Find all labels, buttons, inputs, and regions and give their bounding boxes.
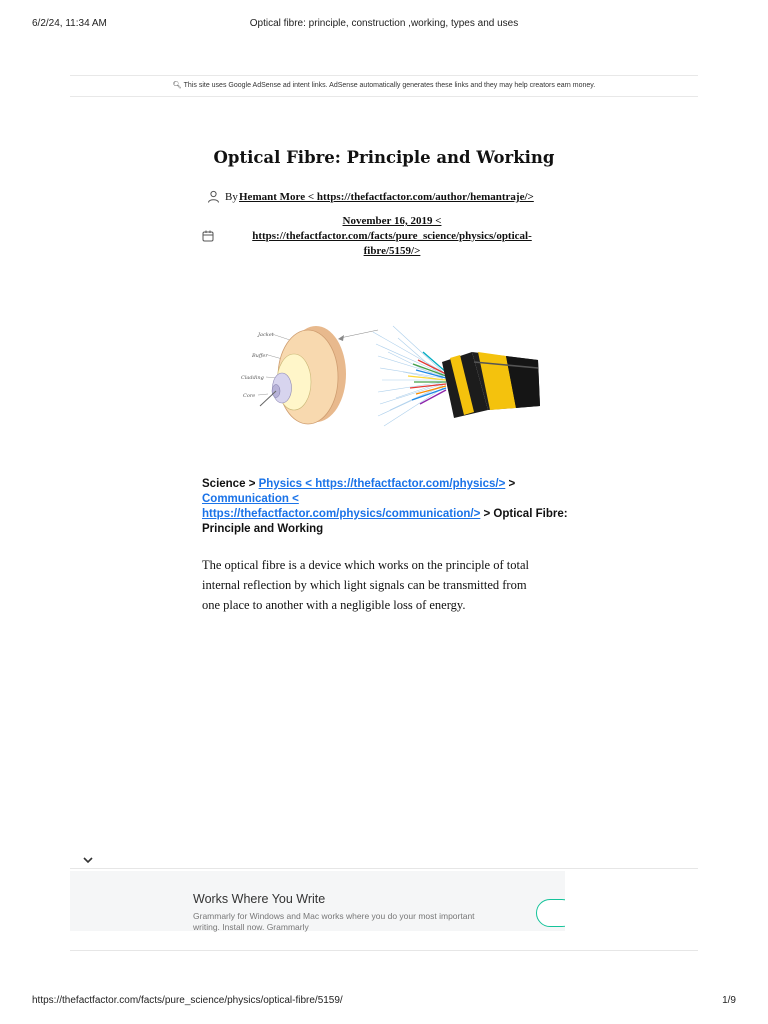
breadcrumb-current: Optical Fibre: bbox=[493, 508, 568, 520]
ad-divider bbox=[70, 950, 698, 951]
breadcrumb-current-continued: Principle and Working bbox=[202, 523, 324, 535]
breadcrumb-row-4 bbox=[202, 522, 582, 537]
ad-text-line: writing. Install now. Grammarly bbox=[193, 921, 309, 932]
ad-notice-text: This site uses Google AdSense ad intent links. AdSense automatically generates these links and they may help creators earn money. bbox=[183, 82, 596, 89]
calendar-icon bbox=[202, 230, 214, 242]
print-footer bbox=[0, 995, 768, 1009]
fibre-bundle bbox=[373, 326, 540, 426]
article-title: Optical Fibre: Principle and Working bbox=[213, 148, 555, 167]
ad-description bbox=[193, 911, 475, 932]
ad-title[interactable]: Works Where You Write bbox=[193, 892, 326, 906]
article-paragraph bbox=[202, 555, 562, 615]
author-link[interactable]: Hemant More < https://thefactfactor.com/author/hemantraje/> bbox=[239, 191, 534, 203]
page-number: 1/9 bbox=[722, 995, 736, 1006]
byline-prefix: By bbox=[225, 191, 238, 203]
search-icon: 🔍︎ bbox=[172, 82, 182, 89]
label-cladding: Cladding bbox=[241, 375, 264, 381]
date-line-2: https://thefactfactor.com/facts/pure_science/physics/optical- bbox=[252, 230, 532, 242]
paragraph-line: one place to another with a negligible loss of energy. bbox=[202, 598, 466, 612]
date-link[interactable] bbox=[232, 214, 552, 259]
breadcrumb-physics-link[interactable]: Physics < https://thefactfactor.com/physics/> bbox=[258, 478, 506, 490]
date-line-1: November 16, 2019 < bbox=[342, 215, 442, 227]
breadcrumb-communication-url[interactable]: https://thefactfactor.com/physics/communication/> bbox=[202, 508, 481, 520]
ad-text-line: Grammarly for Windows and Mac works where you do your most important bbox=[193, 911, 475, 921]
ad-divider bbox=[70, 868, 698, 869]
ad-notice-bar bbox=[70, 75, 698, 97]
label-buffer: Buffer bbox=[252, 353, 268, 359]
breadcrumb-separator: > bbox=[508, 478, 516, 490]
breadcrumb-row-1 bbox=[202, 477, 582, 492]
print-url: https://thefactfactor.com/facts/pure_science/physics/optical-fibre/5159/ bbox=[32, 995, 343, 1006]
chevron-down-icon[interactable] bbox=[82, 855, 94, 865]
breadcrumb-separator: > bbox=[483, 508, 491, 520]
breadcrumb-separator: > bbox=[248, 478, 256, 490]
label-jacket: Jacket bbox=[258, 332, 274, 338]
breadcrumb-science: Science bbox=[202, 478, 246, 490]
optical-fibre-image bbox=[238, 322, 543, 434]
print-timestamp: 6/2/24, 11:34 AM bbox=[32, 18, 107, 29]
paragraph-line: The optical fibre is a device which works on the principle of total bbox=[202, 558, 529, 572]
breadcrumb-row-3 bbox=[202, 507, 582, 522]
byline bbox=[207, 190, 607, 204]
print-header bbox=[0, 18, 768, 32]
fibre-cross-section bbox=[241, 326, 378, 424]
breadcrumb bbox=[202, 477, 582, 537]
breadcrumb-row-2 bbox=[202, 492, 582, 507]
breadcrumb-communication-link[interactable]: Communication < bbox=[202, 493, 299, 505]
ad-notice bbox=[70, 81, 698, 89]
ad-edge bbox=[565, 890, 585, 934]
paragraph-line: internal reflection by which light signals can be transmitted from bbox=[202, 578, 527, 592]
date-line-3: fibre/5159/> bbox=[363, 245, 421, 257]
print-page-title: Optical fibre: principle, construction ,working, types and uses bbox=[249, 18, 519, 29]
label-core: Core bbox=[243, 393, 256, 399]
user-icon bbox=[207, 190, 220, 203]
